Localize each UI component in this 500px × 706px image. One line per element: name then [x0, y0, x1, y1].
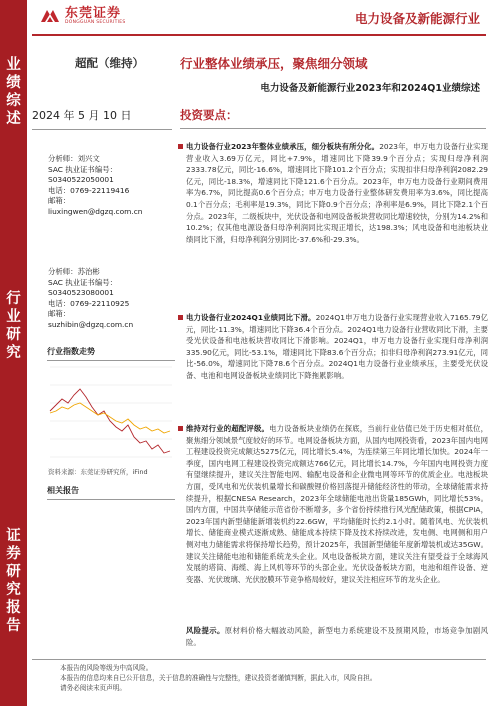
rating: 超配（维持）	[75, 56, 144, 70]
analyst-phone: 电话：0769-22119416	[48, 185, 130, 195]
point-lead: 电力设备行业2023年整体业绩承压，细分板块有所分化。	[186, 142, 380, 151]
analyst-email-label: 邮箱：	[48, 309, 71, 319]
header-divider	[32, 34, 486, 36]
report-title: 行业整体业绩承压，聚焦细分领域	[180, 56, 368, 71]
footer-disclaimer: 本报告的信息均来自已公开信息，关于信息的准确性与完整性，建议投资者谨慎判断，据此入市，风险自担。	[60, 674, 377, 682]
footer-notice: 请务必阅读末页声明。	[60, 684, 126, 692]
brand-name: 东莞证券	[65, 5, 122, 21]
trend-title: 行业指数走势	[47, 346, 175, 361]
point-lead: 电力设备行业2024Q1业绩同比下滑。	[186, 313, 316, 322]
analyst-phone: 电话：0769-22110925	[48, 298, 130, 308]
bullet-icon	[178, 315, 183, 320]
analyst-email[interactable]: liuxingwen@dgzq.com.cn	[48, 206, 143, 216]
analyst-name: 分析师：苏治彬	[48, 267, 100, 276]
footer-divider	[32, 659, 486, 660]
footer-risk-level: 本报告的风险等级为中高风险。	[60, 664, 153, 672]
side-label-research: 证 券 研 究 报 告	[6, 528, 21, 634]
analyst-name: 分析师：刘兴文	[48, 154, 100, 163]
bullet-icon	[178, 426, 183, 431]
bullet-icon	[178, 144, 183, 149]
report-subtitle: 电力设备及新能源行业2023年和2024Q1业绩综述	[260, 83, 480, 94]
trend-source: 资料来源：东莞证券研究所，iFind	[48, 468, 148, 476]
related-reports-title: 相关报告	[47, 485, 175, 500]
analyst-card	[48, 267, 174, 331]
investment-point	[186, 423, 488, 585]
side-label-summary: 业 绩 综 述	[6, 57, 21, 127]
analyst-email[interactable]: suzhibin@dgzq.com.cn	[48, 319, 134, 329]
analyst-card	[48, 154, 174, 218]
analyst-sac: S0340522050001	[48, 175, 114, 185]
trend-chart	[46, 359, 176, 463]
point-body: 2024Q1申万电力设备行业实现营业收入7165.79亿元，同比-11.3%，增速同比下降36.4个百分点。2024Q1电力设备行业营收同比下滑，主要受光伏设备和电池板块营收同比下滑影响。2024Q1，申万电力设备行业实现归母净利润335.90亿元，同比-53.1%，增速同比下降83.6个百分点；扣非归母净利润273.91亿元，同比-56.0%，增速同比下降78.6个百分点。2024Q1电力设备行业业绩承压，主要受光伏设备、电池和电网设备板块业绩同比下降拖累影响。	[186, 313, 488, 380]
side-label-industry: 行 业 研 究	[6, 291, 21, 361]
risk-note	[186, 625, 488, 648]
trend-line-b	[50, 403, 170, 433]
point-body: 电力设备板块业绩仍在探底，当前行业估值已处于历史相对低位，聚焦细分领域景气度较好的环节。电网设备板块方面，从国内电网投资看，2023年国内电网工程建设投资完成额达5275亿元，同比增长5.4%，为连续第三年同比增长加快。2024年一季度，国内电网工程建设投资完成额达766亿元，同比增长14.7%，今年国内电网投资力度有望继续提升，建议关注智能电网、输配电设备和企业微电网等环节的优质企业。电池板块方面，受风电和光伏装机量增长和碳酸锂价格回落提升储能经济性的带动，全球储能需求持续提升，根据CNESA Research，2023年全球储能电池出货量185GWh，同比增长53%。国内方面，中国共享储能示范省份不断增多，多个省份持续推行风光配储政策，根据CPIA，2023年国内新型储能新增装机约22.6GW，平均储能时长约2.1小时。随着风电、光伏装机增长、储能商业模式逐渐成熟、储能成本持续下降及技术持续改进，发电侧、电网侧和用户侧对电力储能需求将保持增长趋势，预计2025年，我国新型储能年度新增装机或达35GW。建议关注储能电池和储能系统龙头企业。风电设备板块方面，建议关注有望受益于全球海风发展的塔筒、海缆、海上风机等环节的头部企业。光伏设备板块方面，电池和组件设备、逆变器、光伏玻璃、光伏胶膜环节竞争格局较好，建议关注相应环节的龙头企业。	[186, 424, 488, 584]
header-industry: 电力设备及新能源行业	[354, 11, 480, 26]
trend-chart-gridlines	[50, 367, 172, 457]
analyst-email-label: 邮箱：	[48, 196, 71, 206]
brand-name-en: DONGGUAN SECURITIES	[65, 19, 126, 25]
analyst-sac-label: SAC 执业证书编号：	[48, 164, 117, 174]
brand-logo	[39, 6, 126, 26]
investment-point	[186, 141, 488, 245]
point-body: 原材料价格大幅波动风险，新型电力系统建设不及预期风险，市场竞争加剧风险。	[186, 626, 488, 647]
investment-point	[186, 312, 488, 382]
point-lead: 风险提示。	[186, 626, 225, 635]
analyst-sac-label: SAC 执业证书编号：	[48, 277, 117, 287]
report-date: 2024 年 5 月 10 日	[32, 107, 172, 130]
analyst-sac: S0340523080001	[48, 288, 114, 298]
highlights-title: 投资要点：	[180, 107, 486, 129]
brand-logo-icon	[39, 6, 61, 26]
point-lead: 维持对行业的超配评级。	[186, 424, 270, 433]
point-body: 2023年，申万电力设备行业实现营业收入3.69万亿元，同比+7.9%，增速同比下降39.9个百分点；实现归母净利润2333.78亿元，同比-16.6%，增速同比下降101.2个百分点；实现扣非归母净利润2082.29亿元，同比-18.3%，增速同比下降121.6个百分点。2023年，申万电力设备行业期间费用率为6.7%，同比提高0.6个百分点；申万电力设备行业整体研发费用率为3.6%，同比提高0.1个百分点；毛利率是19.3%，同比下降0.9个百分点；净利率是6.9%，同比下降2.1个百分点。2023年，二级板块中，光伏设备和电网设备板块营收同比增速较快，分别为14.2%和10.2%；仅其他电源设备归母净利润同比实现正增长，达198.3%；风电设备和电池板块业绩同比下滑，归母净利润分别同比-37.6%和-29.3%。	[186, 142, 488, 244]
